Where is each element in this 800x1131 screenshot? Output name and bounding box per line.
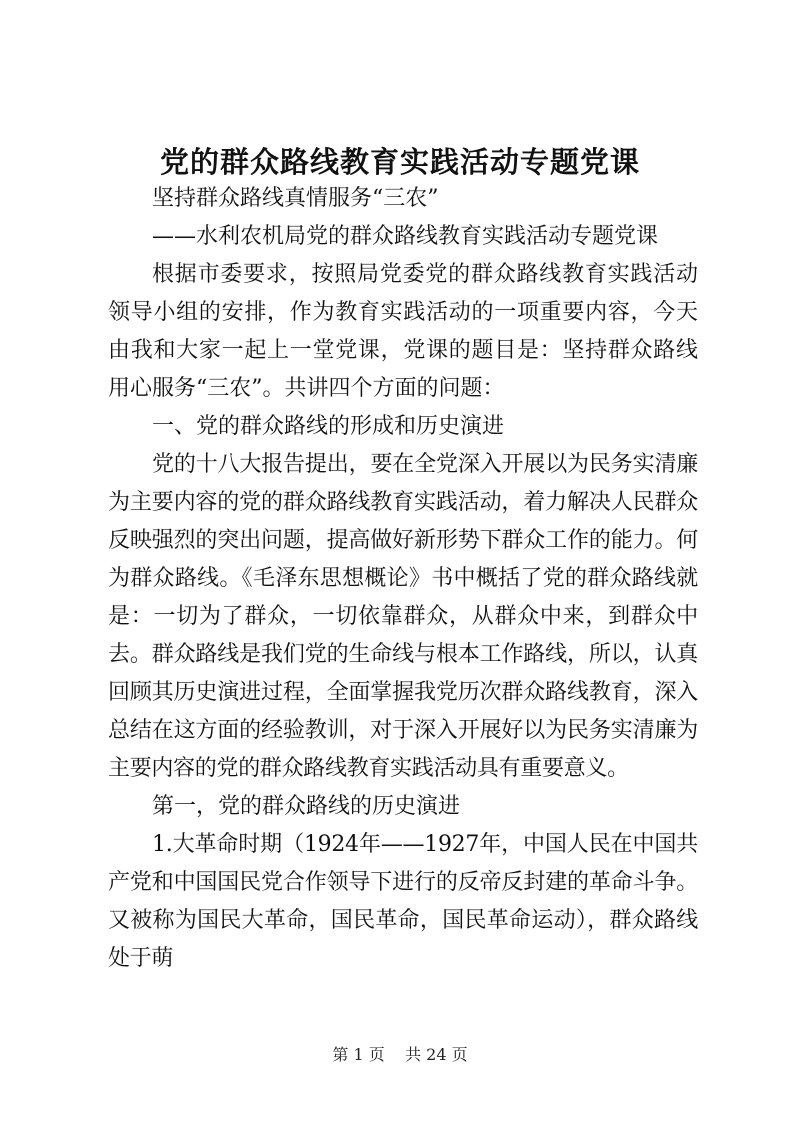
document-body bbox=[108, 180, 698, 978]
page-total: 共 24 页 bbox=[405, 1045, 468, 1064]
page-footer bbox=[0, 1043, 800, 1067]
body-paragraph: 党的十八大报告提出，要在全党深入开展以为民务实清廉为主要内容的党的群众路线教育实践活动，着力解决人民群众反映强烈的突出问题，提高做好新形势下群众工作的能力。何为群众路线。《毛泽东思想概论》书中概括了党的群众路线就是：一切为了群众，一切依靠群众，从群众中来，到群众中去。群众路线是我们党的生命线与根本工作路线，所以，认真回顾其历史演进过程，全面掌握我党历次群众路线教育，深入总结在这方面的经验教训，对于深入开展好以为民务实清廉为主要内容的党的群众路线教育实践活动具有重要意义。 bbox=[108, 452, 698, 781]
page-number: 第 1 页 bbox=[332, 1045, 385, 1064]
intro-paragraph: 根据市委要求，按照局党委党的群众路线教育实践活动领导小组的安排，作为教育实践活动的一项重要内容，今天由我和大家一起上一堂党课，党课的题目是：坚持群众路线用心服务“三农”。共讲四个方面的问题： bbox=[108, 262, 698, 401]
section-heading-one: 一、党的群众路线的形成和历史演进 bbox=[152, 414, 505, 439]
subtitle-heading: 坚持群众路线真情服务“三农” bbox=[152, 186, 439, 211]
subtitle-byline: ——水利农机局党的群众路线教育实践活动专题党课 bbox=[152, 224, 659, 249]
subsection-heading-first: 第一，党的群众路线的历史演进 bbox=[152, 794, 461, 819]
document-title: 党的群众路线教育实践活动专题党课 bbox=[159, 145, 640, 179]
history-paragraph: 1.大革命时期（1924年——1927年，中国人民在中国共产党和中国国民党合作领导下进行的反帝反封建的革命斗争。又被称为国民大革命，国民革命，国民革命运动），群众路线处于萌 bbox=[108, 832, 698, 971]
